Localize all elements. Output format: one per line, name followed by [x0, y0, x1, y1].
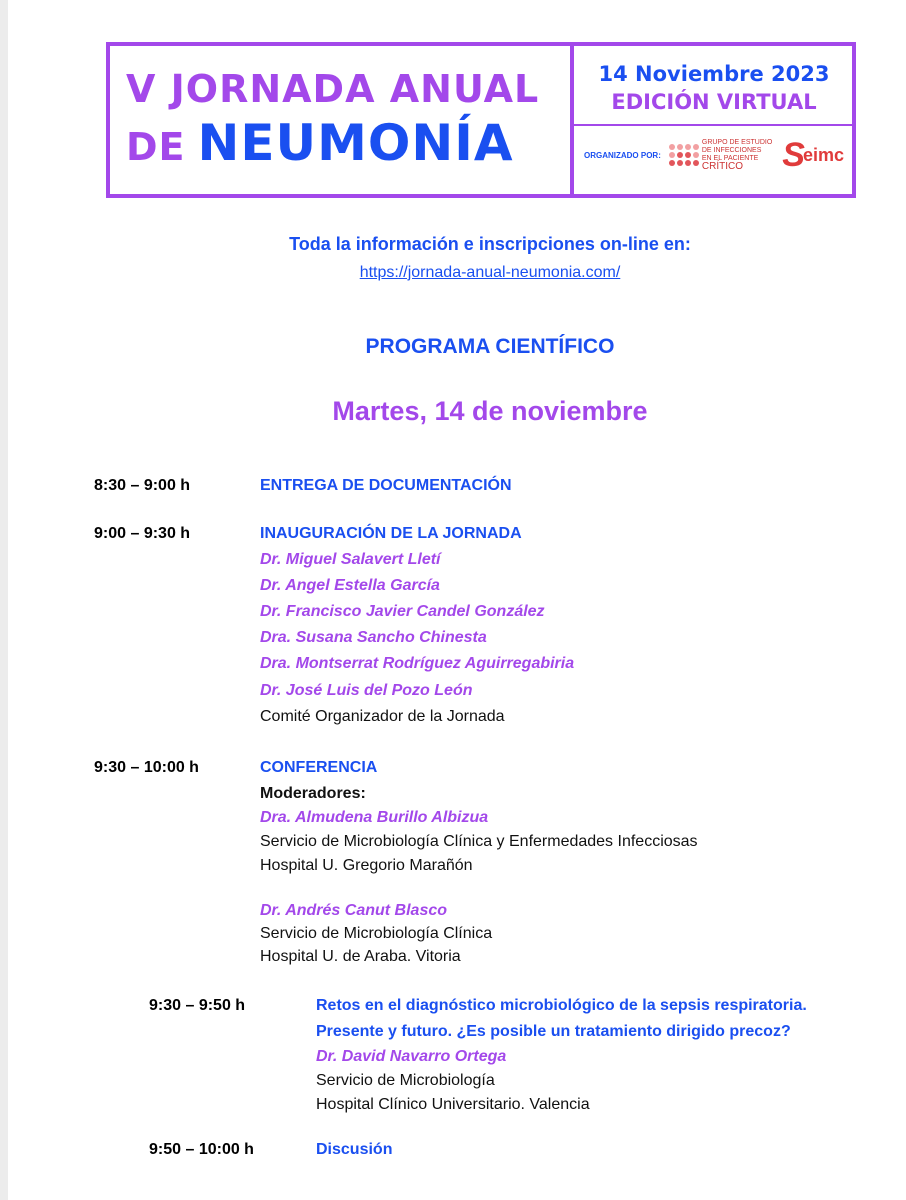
event-date: 14 Noviembre 2023 [598, 62, 830, 86]
event-title-block [110, 46, 574, 194]
program-title: PROGRAMA CIENTÍFICO [365, 335, 615, 358]
talk-department: Servicio de Microbiología [316, 1072, 495, 1089]
talk-time: 9:30 – 9:50 h [149, 997, 246, 1014]
event-header [106, 42, 856, 198]
moderator-department: Servicio de Microbiología Clínica [260, 925, 493, 942]
speaker-name: Dr. Francisco Javier Candel González [260, 603, 545, 620]
session-time: 8:30 – 9:00 h [94, 477, 191, 494]
header-divider [574, 124, 852, 126]
speaker-name: Dr. José Luis del Pozo León [260, 682, 473, 699]
talk-title-line2: Presente y futuro. ¿Es posible un tratamiento dirigido precoz? [316, 1023, 791, 1040]
speaker-name: Dr. Angel Estella García [260, 577, 440, 594]
moderator-name: Dr. Andrés Canut Blasco [260, 902, 448, 919]
event-edition: EDICIÓN VIRTUAL [611, 90, 817, 114]
speaker-name: Dra. Susana Sancho Chinesta [260, 629, 487, 646]
moderator-name: Dra. Almudena Burillo Albizua [260, 809, 489, 826]
event-title-line1: V JORNADA ANUAL [126, 67, 540, 111]
event-title-neumonia: NEUMONÍA [197, 114, 514, 172]
moderators-label: Moderadores: [260, 785, 366, 802]
seimc-s-icon: S [782, 136, 805, 174]
session-title: INAUGURACIÓN DE LA JORNADA [260, 525, 522, 542]
session-title: ENTREGA DE DOCUMENTACIÓN [260, 477, 512, 494]
organizer-label: ORGANIZADO POR: [583, 150, 661, 160]
moderator-department: Servicio de Microbiología Clínica y Enfermedades Infecciosas [260, 833, 698, 850]
session-time: 9:00 – 9:30 h [94, 525, 191, 542]
day-title: Martes, 14 de noviembre [332, 396, 648, 426]
seimc-logo-text: eimc [802, 144, 844, 165]
info-line: Toda la información e inscripciones on-line en: [289, 234, 691, 254]
talk-title-line1: Retos en el diagnóstico microbiológico de la sepsis respiratoria. [316, 997, 807, 1014]
website-link[interactable]: https://jornada-anual-neumonia.com/ [359, 264, 621, 281]
talk-hospital: Hospital Clínico Universitario. Valencia [316, 1096, 590, 1113]
session-title: CONFERENCIA [260, 759, 378, 776]
geipc-logo [669, 139, 772, 171]
talk-speaker: Dr. David Navarro Ortega [316, 1048, 507, 1065]
organizer-row [584, 138, 844, 172]
speaker-name: Dra. Montserrat Rodríguez Aguirregabiria [260, 655, 575, 672]
moderator-hospital: Hospital U. Gregorio Marañón [260, 857, 473, 874]
event-title-line2 [126, 114, 570, 172]
moderator-hospital: Hospital U. de Araba. Vitoria [260, 948, 461, 965]
event-info-block [574, 46, 852, 194]
dots-logo-icon [669, 144, 699, 166]
committee-note: Comité Organizador de la Jornada [260, 708, 505, 725]
geipc-logo-text: GRUPO DE ESTUDIO DE INFECCIONES EN EL PACIENTE CRÍTICO [701, 139, 773, 172]
discussion-time: 9:50 – 10:00 h [149, 1141, 254, 1158]
page-edge [0, 0, 8, 1200]
speaker-name: Dr. Miguel Salavert Lletí [260, 551, 441, 568]
discussion-title: Discusión [316, 1141, 393, 1158]
session-time: 9:30 – 10:00 h [94, 759, 199, 776]
seimc-logo [782, 138, 844, 172]
event-title-de: DE [126, 125, 186, 169]
